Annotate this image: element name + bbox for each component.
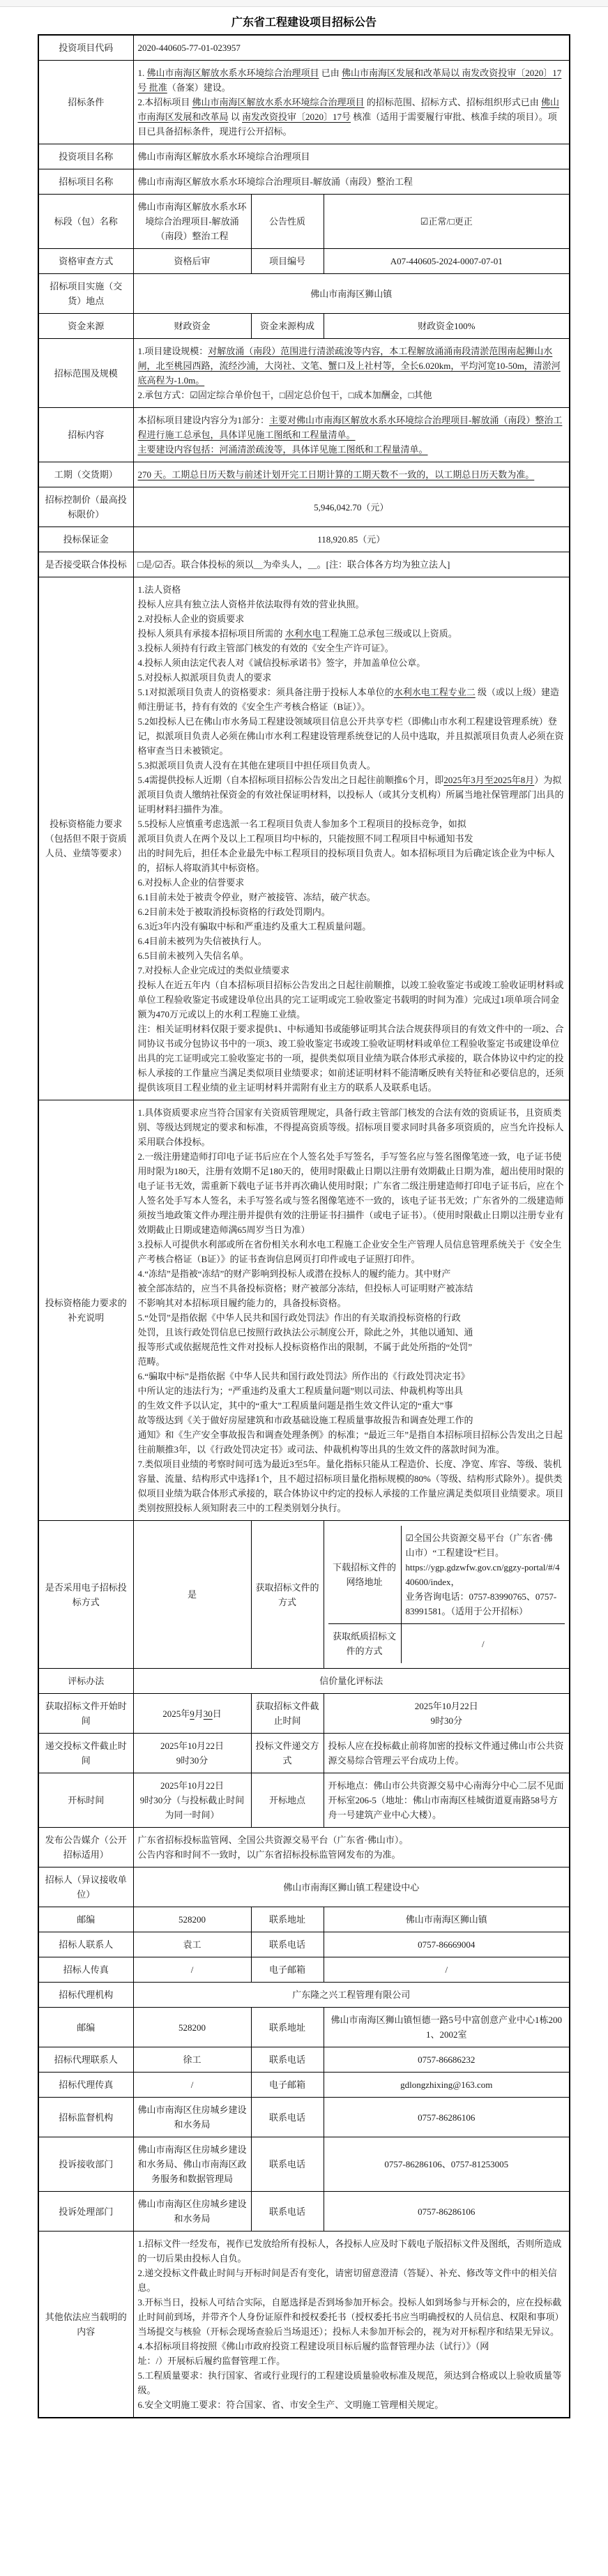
sub-field-label: 获取纸质招标文件的方式 (328, 1624, 402, 1664)
field-value: 佛山市南海区解放水系水环境综合治理项目-解放涌（南段）整治工程 (133, 169, 570, 195)
field-label: 是否接受联合体投标 (38, 552, 133, 577)
row-document-acquisition-time (38, 1694, 570, 1734)
row-bid-submission-deadline (38, 1734, 570, 1773)
field-label: 招标条件 (38, 61, 133, 144)
field-label: 获取招标文件开始时间 (38, 1694, 133, 1734)
field-value: 是 (133, 1521, 251, 1669)
field-label: 项目编号 (251, 249, 324, 274)
row-tenderer (38, 1867, 570, 1907)
field-value: 1. 佛山市南海区解放水系水环境综合治理项目 已由 佛山市南海区发展和改革局以 南发改资投审〔2020〕17号 批准（备案）建设。 2.本招标项目 佛山市南海区解放水系水环境综合治理项目 的招标范围、招标方式、招标组织形式已由 佛山市南海区发展和改革局 以 南发改资投审〔2020〕17号 核准（适用于需要履行审批、核准手续的项目）。项目已具备招标条件，现进行公开招标。 (133, 61, 570, 144)
row-tenderer-postcode (38, 1907, 570, 1932)
tenderer-address-value: 佛山市南海区狮山镇 (324, 1907, 570, 1932)
agency-email-value: gdlongzhixing@163.com (324, 2073, 570, 2098)
project-number-value: A07-440605-2024-0007-07-01 (324, 249, 570, 274)
field-label: 投标文件递交方式 (251, 1734, 324, 1773)
field-label: 资金来源 (38, 314, 133, 339)
field-value: 佛山市南海区狮山镇 (133, 274, 570, 314)
field-label: 招标代理联系人 (38, 2047, 133, 2073)
field-value: 佛山市南海区解放水系水环境综合治理项目 (133, 144, 570, 169)
field-label: 资金来源构成 (251, 314, 324, 339)
field-value: 2020-440605-77-01-023957 (133, 35, 570, 61)
field-label: 联系电话 (251, 1932, 324, 1957)
field-value: 广东省招标投标监管网、全国公共资源交易平台（广东省·佛山市）。 公告内容和时间不一致时，以广东省招标投标监管网发布的为准。 (133, 1828, 570, 1867)
row-agency-contact (38, 2047, 570, 2073)
field-value: 佛山市南海区狮山镇工程建设中心 (133, 1867, 570, 1907)
row-control-price (38, 487, 570, 527)
row-complaint-handling-department (38, 2192, 570, 2232)
field-label: 递交投标文件截止时间 (38, 1734, 133, 1773)
complaint-handling-phone-value: 0757-86286106 (324, 2192, 570, 2232)
field-label: 招标人（异议接收单位） (38, 1867, 133, 1907)
field-label: 投资项目名称 (38, 144, 133, 169)
field-label: 获取招标文件截止时间 (251, 1694, 324, 1734)
row-implementation-location (38, 274, 570, 314)
field-value: 270 天。工期总日历天数与前述计划开完工日期计算的工期天数不一致的，以工期总日历天数为准。 (133, 462, 570, 487)
field-label: 联系地址 (251, 1907, 324, 1932)
field-label: 招标控制价（最高投标限价） (38, 487, 133, 527)
page-top-bar (0, 0, 608, 7)
field-value: 1.招标文件一经发布，视作已发放给所有投标人，各投标人应及时下载电子版招标文件及图纸，否则所造成的一切后果由投标人自负。 2.递交投标文件截止时间与开标时间是否有变化，请密切留意澄清（答疑）、补充、修改等文件中的相关信息。 3.开标当日，投标人可结合实际，自愿选择是否到场参加开标会。投标人如到场参与开标会的，应在投标截止时间前到场，并带齐个人身份证原件和授权委托书（授权委托书应当明确授权的人员信息、权限和事项）当场提交与核验（开标会现场查验后当场退还）；投标人未参加开标会的，视为对开标程序和结果无异议。 4.本招标项目将按照《佛山市政府投资工程建设项目标后履约监督管理办法（试行）》（网 址：/）开展标后履约监督管理工作。 5.工程质量要求：执行国家、省或行业现行的工程建设质量验收标准及规范，须达到合格或以上验收质量等级。 6.安全文明施工要求：符合国家、省、市安全生产、文明施工管理相关规定。 (133, 2232, 570, 2418)
field-value: 广东隆之兴工程管理有限公司 (133, 1983, 570, 2008)
row-other-legal-contents (38, 2232, 570, 2418)
field-label: 招标人联系人 (38, 1932, 133, 1957)
sub-field-label: 下载招标文件的网络地址 (328, 1526, 402, 1624)
announcement-nature-value: ☑正常/□更正 (324, 195, 570, 249)
field-value: □是/☑否。联合体投标的须以＿为牵头人，＿。[注：联合体各方均为独立法人] (133, 552, 570, 577)
field-value: 资格后审 (133, 249, 251, 274)
field-label: 开标地点 (251, 1773, 324, 1828)
field-label: 招标人传真 (38, 1957, 133, 1983)
field-label: 招标代理传真 (38, 2073, 133, 2098)
field-value: 2025年10月22日 9时30分 (133, 1734, 251, 1773)
field-value: 信价量化评标法 (133, 1669, 570, 1694)
row-investment-project-name (38, 144, 570, 169)
field-value: 528200 (133, 1907, 251, 1932)
field-value: 1.具体资质要求应当符合国家有关资质管理规定，具备行政主管部门核发的合法有效的资质证书，且资质类别、等级达到规定的要求和标准，不得提高资质等级。招标项目要求同时具备多项资质的，应当允许投标人采用联合体投标。 2.一级注册建造师打印电子证书后应在个人签名处手写签名，手写签名应与签名图像笔迹一致，电子证书使用时限为180天，注册有效期不足180天的，使用时限截止日期以注册有效期截止日期为准，超出使用时限的电子证书无效，需重新下载电子证书并再次确认使用时限；广东省二级注册建造师打印电子证书后，应在个人签名处手写本人签名，未手写签名或与签名图像笔迹不一致的，该电子证书无效；广东省外的二级建造师须按当地政策文件办理注册并提供有效的注册证书扫描件（或电子证书）。（使用时限截止日期以注册专业有效期截止日期或建造师满65周岁当日为准） 3.投标人可提供水利部或所在省份相关水利水电工程施工企业安全生产管理人员信息管理系统关于《安全生产考核合格证（B证）》的证书查询信息网页打印件或电子证照打印件。 4.“冻结”是指被“冻结”的财产影响到投标人或潜在投标人的履约能力。其中财产 被全部冻结的，应当不具备投标资格；财产被部分冻结，但投标人可证明财产被冻结 不影响其对本招标项目履约能力的，具备投标资格。 5.“处罚”是指依据《中华人民共和国行政处罚法》作出的有关取消投标资格的行政 处罚，且该行政处罚信息已按照行政执法公示制度公开，除此之外，其他以通知、通 报等形式或依据规范性文件对投标人投标资格作出的限制，不属于此处所指的“处罚” 范畴。 6.“骗取中标”是指依据《中华人民共和国行政处罚法》所作出的《行政处罚决定书》 中所认定的违法行为；“严重违约及重大工程质量问题”则以司法、仲裁机构等出具 的生效文件予以认定，其中的“重大”工程质量问题是指生效文件认定的“重大”事 故等级达到《关于做好房屋建筑和市政基础设施工程质量事故报告和调查处理工作的 通知》和《生产安全事故报告和调查处理条例》的标准；“最近三年”是指自本招标项目招标公告发出之日起往前顺推3年，以《行政处罚决定书》或司法、仲裁机构等出具的生效文件的落款时间为准。 7.类似项目业绩的考察时间可选为最近3至5年。量化指标只能从工程造价、长度、净宽、库容、等级、装机容量、流量、结构形式中选择1个，且不超过招标项目量化指标规模的80%（等级、结构形式除外）。提供类似项目业绩为联合体形式承接的，联合体协议中约定的投标人承接的工作量应满足类似项目业绩要求。项目类别按照投标人须知附表三中的工程类别划分执行。 (133, 1100, 570, 1521)
field-label: 联系电话 (251, 2047, 324, 2073)
field-label: 投标保证金 (38, 527, 133, 552)
field-label: 招标项目实施（交货）地点 (38, 274, 133, 314)
row-tender-content (38, 408, 570, 462)
field-label: 开标时间 (38, 1773, 133, 1828)
acquisition-deadline-value: 2025年10月22日 9时30分 (324, 1694, 570, 1734)
field-value: 佛山市南海区住房城乡建设和水务局 (133, 2192, 251, 2232)
field-label: 其他依法应当载明的内容 (38, 2232, 133, 2418)
tender-announcement-table (38, 34, 570, 2418)
field-value: 徐工 (133, 2047, 251, 2073)
field-label: 投资项目代码 (38, 35, 133, 61)
field-label: 招标范围及规模 (38, 339, 133, 408)
paper-document-value: / (481, 1638, 485, 1649)
field-value: 本招标项目建设内容分为1部分：主要对佛山市南海区解放水系水环境综合治理项目-解放涌（南段）整治工程进行施工总承包，具体详见施工图纸和工程量清单。 主要建设内容包括：河涌清淤疏浚等，具体详见施工图纸和工程量清单。 (133, 408, 570, 462)
document-acquisition-cell (324, 1521, 570, 1669)
field-label: 获取招标文件的方式 (251, 1521, 324, 1669)
field-label: 邮编 (38, 2008, 133, 2047)
agency-phone-value: 0757-86686232 (324, 2047, 570, 2073)
row-fund-source (38, 314, 570, 339)
row-tenderer-fax (38, 1957, 570, 1983)
row-bid-section-name (38, 195, 570, 249)
row-tender-project-name (38, 169, 570, 195)
field-label: 招标代理机构 (38, 1983, 133, 2008)
row-tender-agency (38, 1983, 570, 2008)
field-label: 联系电话 (251, 2192, 324, 2232)
field-value: 1.法人资格 投标人应具有独立法人资格并依法取得有效的营业执照。 2.对投标人企业的资质要求 投标人须具有承接本招标项目所需的 水利水电工程施工总承包三级或以上资质。 3.投标人须持有行政主管部门核发的有效的《安全生产许可证》。 4.投标人须由法定代表人对《诚信投标承诺书》签字，并加盖单位公章。 5.对投标人拟派项目负责人的要求 5.1对拟派项目负责人的资格要求：须具备注册于投标人本单位的水利水电工程专业二 级（或以上级）建造师注册证书，持有有效的《安全生产考核合格证（B证）》。 5.2如投标人已在佛山市水务局工程建设领域项目信息公开共享专栏（即佛山市水利工程建设管理系统）登记，拟派项目负责人必须在佛山市水利工程建设管理系统登记的人员中选取，并且拟派项目负责人必须在资格审查当日未被锁定。 5.3拟派项目负责人没有在其他在建项目中担任项目负责人。 5.4需提供投标人近期（自本招标项目招标公告发出之日起往前顺推6个月，即2025年3月至2025年8月）为拟派项目负责人缴纳社保资金的有效社保证明材料，以投标人（或其分支机构）所属当地社保管理部门出具的证明材料扫描件为准。 5.5投标人应慎重考虑选派一名工程项目负责人参加多个工程项目的投标竞争，如拟 派项目负责人在两个及以上工程项目均中标的，只能按照不同工程项目中标通知书发 出的时间先后，担任本企业最先中标工程项目的投标项目负责人。如本招标项目为后确定该企业为中标人的，招标人将取消其中标资格。 6.对投标人企业的信誉要求 6.1目前未处于被责令停业，财产被接管、冻结，破产状态。 6.2目前未处于被取消投标资格的行政处罚期内。 6.3近3年内没有骗取中标和严重违约及重大工程质量问题。 6.4目前未被列为失信被执行人。 6.5目前未被列入失信名单。 7.对投标人企业完成过的类似业绩要求 投标人在近五年内（自本招标项目招标公告发出之日起往前顺推，以竣工验收鉴定书或竣工验收证明材料或单位工程验收鉴定书或建设单位出具的完工证明或完工验收鉴定书载明的时间为准）完成过1项单项合同金额为470万元或以上的水利工程施工业绩。 注：相关证明材料仅限于要求提供1、中标通知书或能够证明其合法合规获得项目的有效文件中的一项2、合同协议书或分包协议书中的一项3、竣工验收鉴定书或竣工验收证明材料或单位工程验收鉴定书或建设单位出具的完工证明或完工验收鉴定书的一项，提供类似项目业绩为联合体形式承接的，联合体协议中约定的投标人承接的工作量应当满足类似项目业绩要求；如前述证明材料不能清晰反映有关特征和必要信息的，还须提供该项目工程业绩的业主证明材料并需附有业主方的联系人及联系电话。 (133, 577, 570, 1100)
row-qualification-review (38, 249, 570, 274)
field-value: 袁工 (133, 1932, 251, 1957)
subrow-paper-document (328, 1624, 565, 1664)
field-label: 电子邮箱 (251, 1957, 324, 1983)
field-label: 招标内容 (38, 408, 133, 462)
tenderer-phone-value: 0757-86669004 (324, 1932, 570, 1957)
field-label: 招标监督机构 (38, 2098, 133, 2137)
row-agency-fax (38, 2073, 570, 2098)
bottom-whitespace (0, 2418, 608, 2443)
field-label: 联系电话 (251, 2137, 324, 2192)
field-label: 公告性质 (251, 195, 324, 249)
field-value: 5,946,042.70（元） (133, 487, 570, 527)
document-acquisition-subtable (328, 1526, 565, 1663)
field-value: 118,920.85（元） (133, 527, 570, 552)
row-qualification-supplementary-notes (38, 1100, 570, 1521)
opening-location-value: 开标地点：佛山市公共资源交易中心南海分中心二层不见面开标室206-5（地址：佛山市南海区桂城街道夏南路58号方舟一号建筑产业中心大楼）。 (324, 1773, 570, 1828)
field-label: 联系电话 (251, 2098, 324, 2137)
field-value: 佛山市南海区住房城乡建设和水务局 (133, 2098, 251, 2137)
download-address-value: ☑全国公共资源交易平台（广东省·佛山市）“工程建设”栏目。 https://ygp.gdzwfw.gov.cn/ggzy-portal/#/440600/index， 业务咨询电话：0757-83990765、0757-83991581。（适用于公开招标） (401, 1526, 565, 1624)
row-consortium-bidding (38, 552, 570, 577)
row-bid-bond (38, 527, 570, 552)
field-label: 投标资格能力要求的补充说明 (38, 1100, 133, 1521)
field-label: 工期（交货期） (38, 462, 133, 487)
agency-address-value: 佛山市南海区狮山镇恒德一路5号中富创意产业中心1栋2001、2002室 (324, 2008, 570, 2047)
row-agency-postcode (38, 2008, 570, 2047)
field-value: 2025年10月22日 9时30分（与投标截止时间为同一时间） (133, 1773, 251, 1828)
row-tender-scope (38, 339, 570, 408)
field-label: 投诉处理部门 (38, 2192, 133, 2232)
field-label: 投标资格能力要求（包括但不限于资质人员、业绩等要求） (38, 577, 133, 1100)
row-announcement-media (38, 1828, 570, 1867)
field-value: 财政资金 (133, 314, 251, 339)
complaint-receiving-phone-value: 0757-86286106、0757-81253005 (324, 2137, 570, 2192)
field-label: 电子邮箱 (251, 2073, 324, 2098)
field-label: 联系地址 (251, 2008, 324, 2047)
field-label: 评标办法 (38, 1669, 133, 1694)
row-tenderer-contact (38, 1932, 570, 1957)
field-label: 标段（包）名称 (38, 195, 133, 249)
field-label: 投诉接收部门 (38, 2137, 133, 2192)
row-construction-period (38, 462, 570, 487)
fund-composition-value: 财政资金100% (324, 314, 570, 339)
field-label: 资格审查方式 (38, 249, 133, 274)
row-bidder-qualification-requirements (38, 577, 570, 1100)
row-electronic-bidding (38, 1521, 570, 1669)
row-complaint-receiving-department (38, 2137, 570, 2192)
field-label: 发布公告媒介（公开招标适用） (38, 1828, 133, 1867)
field-value: 1.项目建设规模：对解放涌（南段）范围进行清淤疏浚等内容，本工程解放涌涌南段清淤范围南起狮山水闸，北至桃园西路，流经沙浦，大岗社、文笔、蟹口及上社村等，全长6.020km，平均河宽10-50m，清淤河底高程为-1.0m。 2.承包方式：☑固定综合单价包干，□固定总价包干，□成本加酬金，□其他 (133, 339, 570, 408)
page-title: 广东省工程建设项目招标公告 (231, 17, 377, 29)
supervision-phone-value: 0757-86286106 (324, 2098, 570, 2137)
field-value: 528200 (133, 2008, 251, 2047)
subrow-download-address (328, 1526, 565, 1624)
submission-method-value: 投标人应在投标截止前将加密的投标文件通过佛山市公共资源交易综合管理云平台成功上传。 (324, 1734, 570, 1773)
row-investment-project-code (38, 35, 570, 61)
row-evaluation-method (38, 1669, 570, 1694)
field-value: 2025年9月30日 (133, 1694, 251, 1734)
field-value: / (133, 1957, 251, 1983)
tenderer-email-value: / (324, 1957, 570, 1983)
row-tender-conditions (38, 61, 570, 144)
field-label: 邮编 (38, 1907, 133, 1932)
field-value: 佛山市南海区解放水系水环境综合治理项目-解放涌（南段）整治工程 (133, 195, 251, 249)
field-label: 是否采用电子招标投标方式 (38, 1521, 133, 1669)
field-value: 佛山市南海区住房城乡建设和水务局、佛山市南海区政务服务和数据管理局 (133, 2137, 251, 2192)
row-supervision-agency (38, 2098, 570, 2137)
field-label: 招标项目名称 (38, 169, 133, 195)
row-bid-opening (38, 1773, 570, 1828)
field-value: / (133, 2073, 251, 2098)
